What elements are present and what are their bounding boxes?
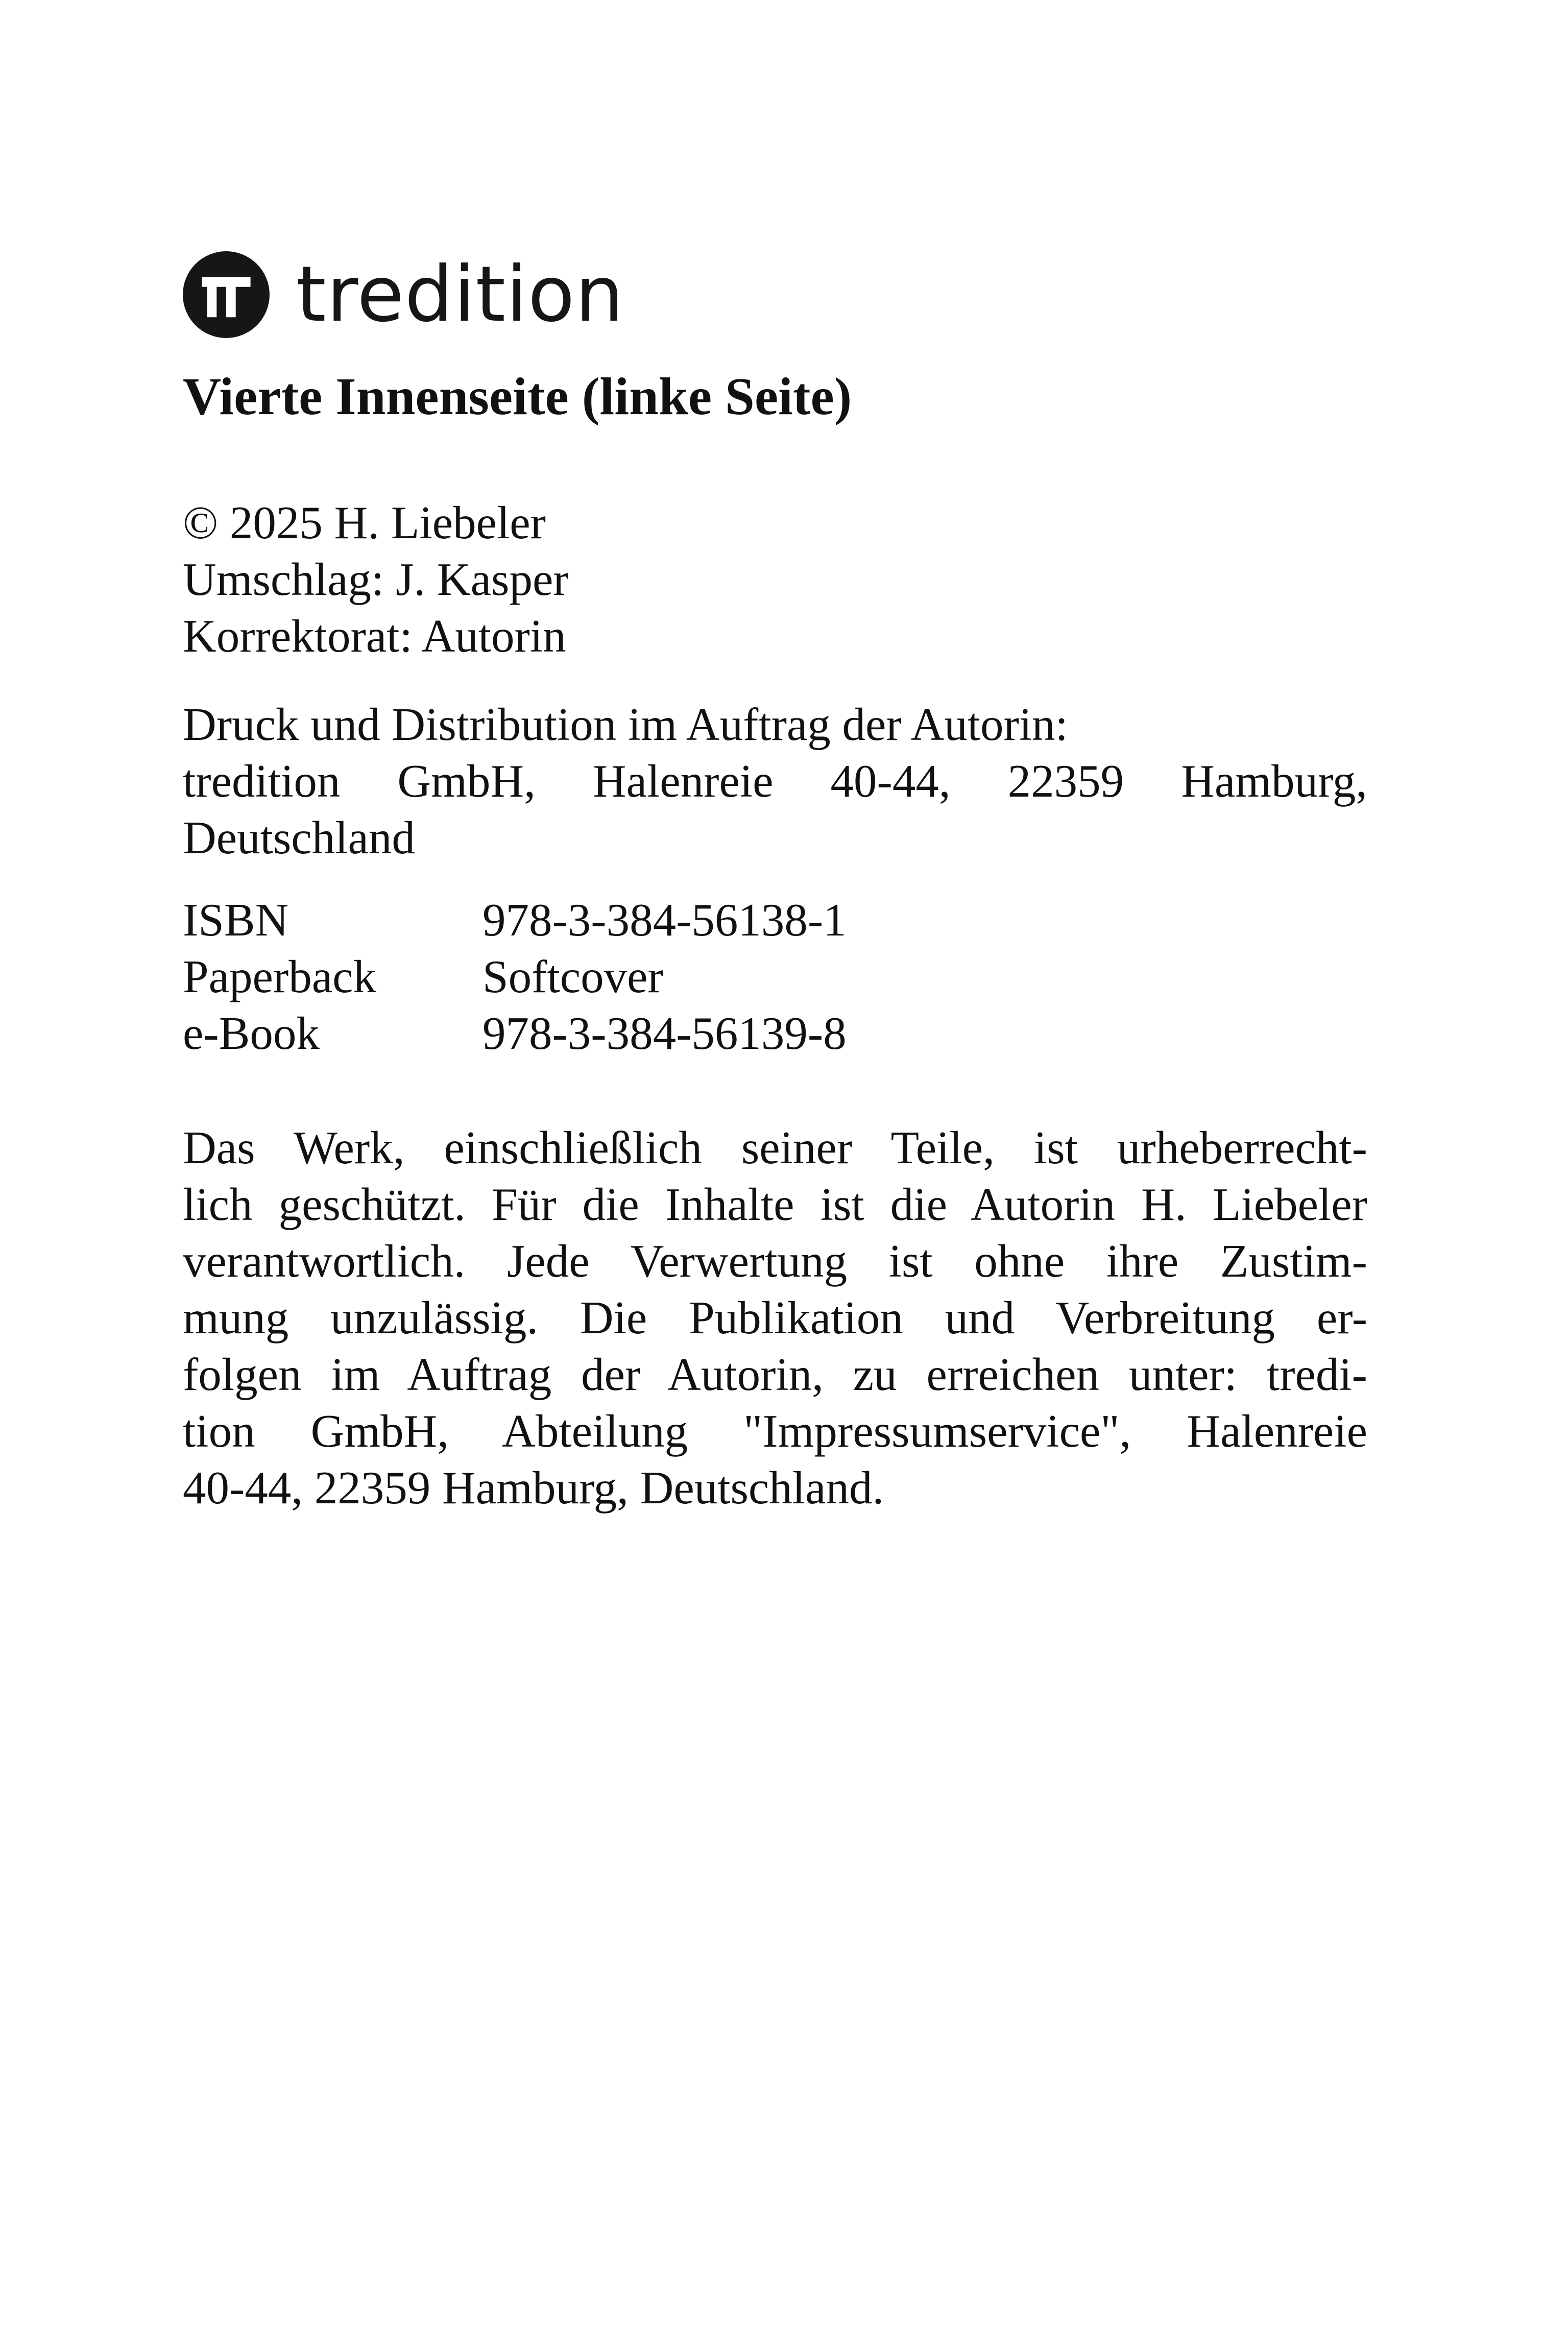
isbn-table: [183, 892, 1367, 1062]
legal-line: 40-44, 22359 Hamburg, Deutschland.: [183, 1462, 884, 1514]
isbn-label: ISBN: [183, 894, 289, 946]
legal-line: folgen im Auftrag der Autorin, zu erreichen unter: tredi-: [183, 1349, 1367, 1400]
ebook-label: e-Book: [183, 1007, 320, 1059]
ebook-row: [183, 1005, 1367, 1062]
publisher-logo: [183, 251, 624, 338]
printing-line-2: tredition GmbH, Halenreie 40-44, 22359 Hamburg,: [183, 755, 1367, 807]
paperback-row: [183, 948, 1367, 1005]
legal-line: lich geschützt. Für die Inhalte ist die Autorin H. Liebeler: [183, 1179, 1367, 1230]
copyright-line: © 2025 H. Liebeler: [183, 497, 546, 548]
legal-notice: [183, 1119, 1367, 1516]
legal-line: tion GmbH, Abteilung "Impressumservice", Halenreie: [183, 1405, 1367, 1457]
cover-credit-line: Umschlag: J. Kasper: [183, 554, 569, 605]
proofreading-line: Korrektorat: Autorin: [183, 610, 566, 662]
ebook-value: 978-3-384-56139-8: [483, 1007, 847, 1059]
legal-line: verantwortlich. Jede Verwertung ist ohne ihre Zustim-: [183, 1235, 1367, 1287]
legal-line: mung unzulässig. Die Publikation und Verbreitung er-: [183, 1292, 1367, 1343]
page-title: Vierte Innenseite (linke Seite): [183, 367, 852, 426]
printing-block: [183, 696, 1367, 866]
isbn-row: [183, 892, 1367, 948]
publisher-wordmark: tredition: [296, 250, 624, 339]
paperback-label: Paperback: [183, 951, 376, 1002]
printing-line-1: Druck und Distribution im Auftrag der Autorin:: [183, 699, 1068, 750]
isbn-value: 978-3-384-56138-1: [483, 894, 847, 946]
tredition-t-logo-icon: [183, 251, 270, 338]
paperback-value: Softcover: [483, 951, 663, 1002]
legal-line: Das Werk, einschließlich seiner Teile, ist urheberrecht-: [183, 1122, 1367, 1173]
printing-line-3: Deutschland: [183, 812, 415, 863]
credits-block: [183, 494, 1367, 664]
